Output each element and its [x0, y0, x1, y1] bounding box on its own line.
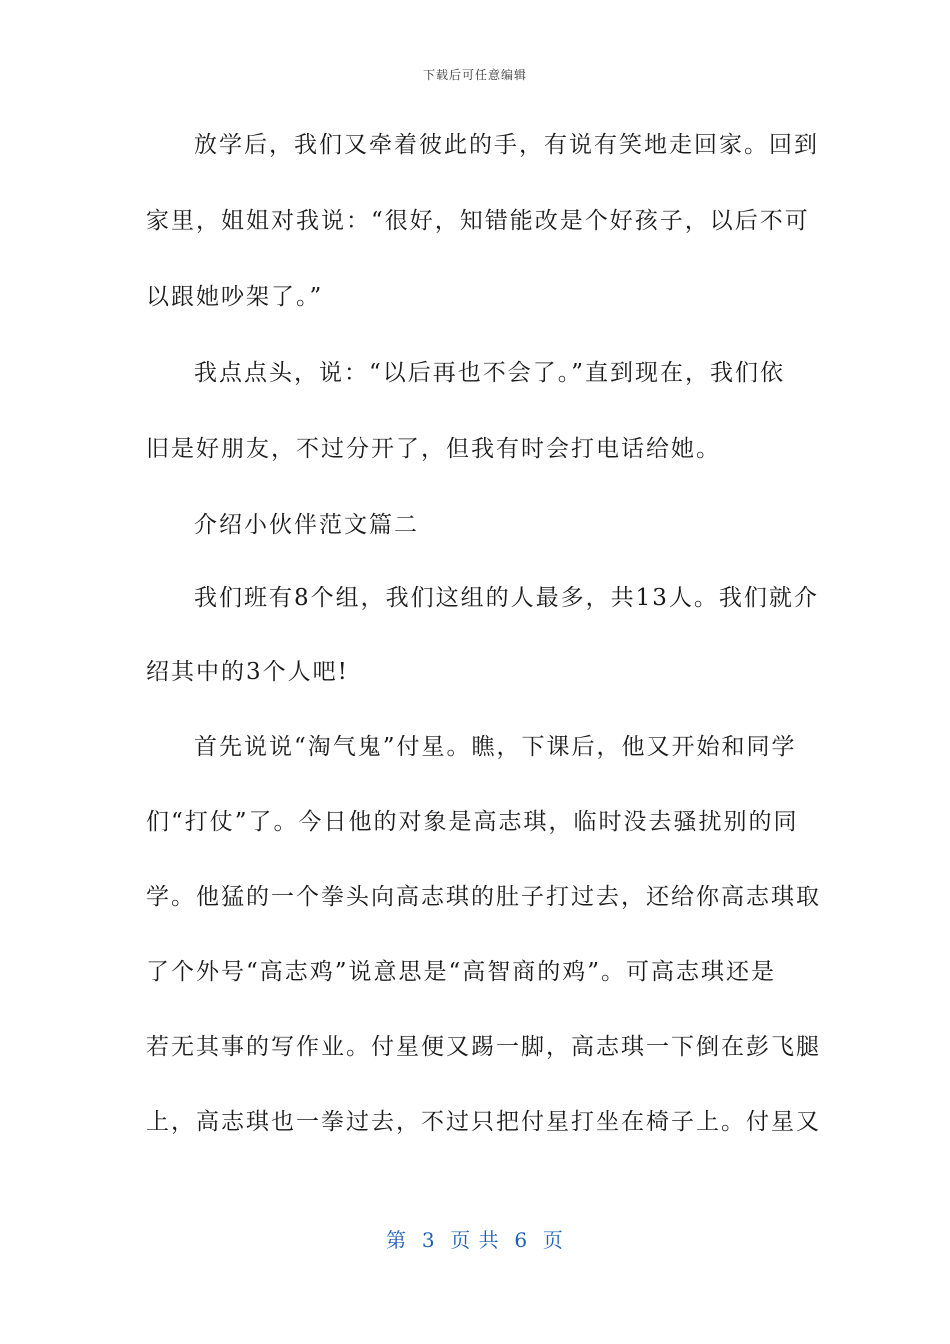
text-line: 了个外号“高志鸡”说意思是“高智商的鸡”。可高志琪还是	[146, 959, 777, 985]
text-line: 我们班有8个组，我们这组的人最多，共13人。我们就介	[194, 585, 819, 611]
text-line: 若无其事的写作业。付星便又踢一脚，高志琪一下倒在彭飞腿	[146, 1034, 821, 1060]
text-line: 上，高志琪也一拳过去，不过只把付星打坐在椅子上。付星又	[146, 1109, 821, 1135]
page-number-footer: 第 3 页 共 6 页	[386, 1228, 564, 1252]
text-line: 放学后，我们又牵着彼此的手，有说有笑地走回家。回到	[194, 132, 819, 158]
text-line: 绍其中的3个人吧!	[146, 659, 349, 685]
page-header: 下载后可任意编辑	[422, 68, 527, 82]
text-line: 们“打仗”了。今日他的对象是高志琪，临时没去骚扰别的同	[146, 809, 799, 835]
text-line: 学。他猛的一个拳头向高志琪的肚子打过去，还给你高志琪取	[146, 884, 821, 910]
text-line: 我点点头，说：“以后再也不会了。”直到现在，我们依	[194, 360, 786, 386]
text-line: 家里，姐姐对我说：“很好，知错能改是个好孩子，以后不可	[146, 208, 810, 234]
text-line: 以跟她吵架了。”	[146, 284, 324, 310]
section-heading: 介绍小伙伴范文篇二	[194, 512, 419, 538]
text-line: 首先说说“淘气鬼”付星。瞧，下课后，他又开始和同学	[194, 734, 797, 760]
text-line: 旧是好朋友，不过分开了，但我有时会打电话给她。	[146, 436, 721, 462]
